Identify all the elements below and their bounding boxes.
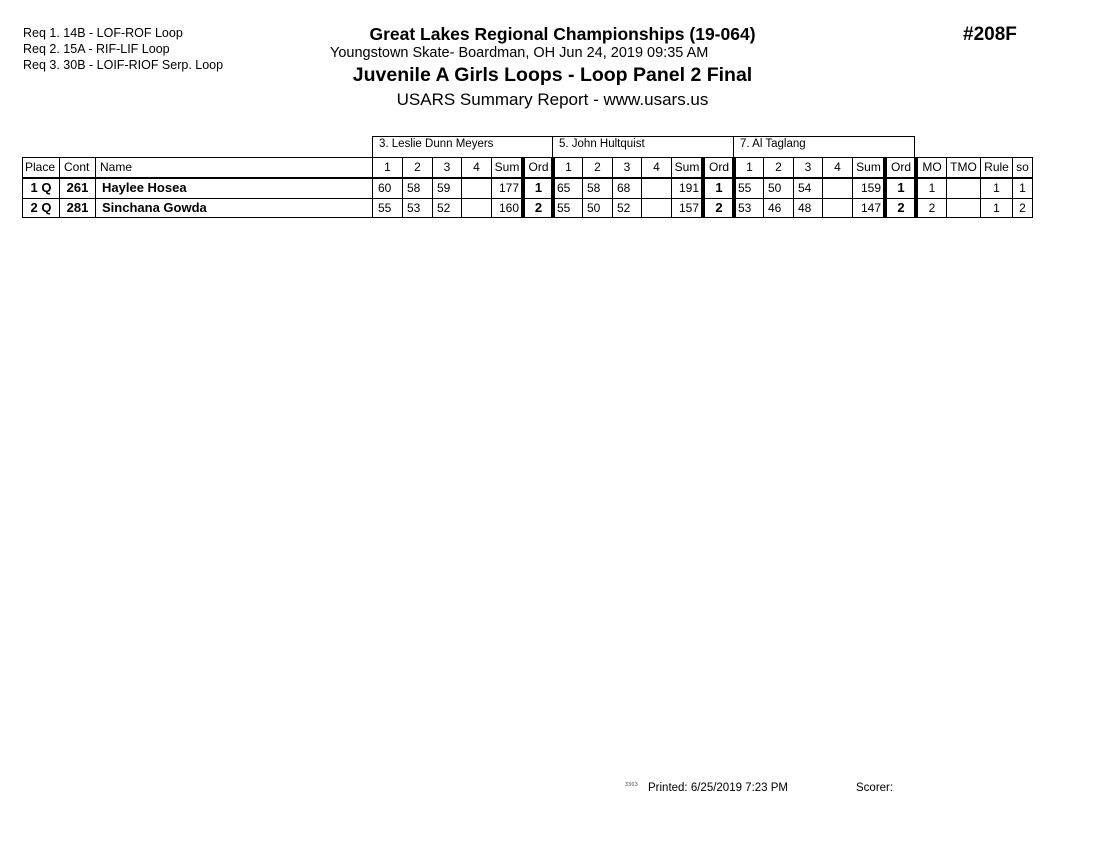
j2-ord-cell: 2 xyxy=(701,198,733,218)
j1-header-ord: Ord xyxy=(521,157,552,177)
requirement-2: Req 2. 15A - RIF-LIF Loop xyxy=(23,42,170,56)
j3-s4-cell xyxy=(822,178,852,198)
event-number: #208F xyxy=(963,24,1017,45)
j1-sum-cell: 177 xyxy=(491,178,522,198)
rule-cell: 1 xyxy=(980,178,1012,198)
tmo-cell xyxy=(946,178,980,198)
judge-header-2: 5. John Hultquist xyxy=(552,136,733,157)
report-subtitle: USARS Summary Report - www.usars.us xyxy=(396,90,709,109)
j2-header-s4: 4 xyxy=(641,157,671,177)
scorer-label: Scorer: xyxy=(856,782,894,794)
j1-s4-cell xyxy=(461,178,491,198)
j1-s3-cell: 59 xyxy=(432,178,461,198)
requirement-1: Req 1. 14B - LOF-ROF Loop xyxy=(23,26,183,40)
j3-header-s4: 4 xyxy=(822,157,852,177)
j1-ord-cell: 2 xyxy=(521,198,552,218)
j3-header-ord: Ord xyxy=(883,157,915,177)
j3-s4-cell xyxy=(822,198,852,218)
j1-s2-cell: 58 xyxy=(402,178,432,198)
mo-cell: 2 xyxy=(914,198,946,218)
event-title: Juvenile A Girls Loops - Loop Panel 2 Final xyxy=(352,64,753,86)
j2-sum-cell: 191 xyxy=(671,178,702,198)
j3-s3-cell: 54 xyxy=(793,178,822,198)
judge-header-1: 3. Leslie Dunn Meyers xyxy=(372,136,552,157)
j3-sum-cell: 147 xyxy=(852,198,884,218)
header-name: Name xyxy=(95,157,372,177)
location-date: Youngstown Skate- Boardman, OH Jun 24, 2019 09:35 AM xyxy=(330,45,709,61)
j1-s3-cell: 52 xyxy=(432,198,461,218)
j2-header-s2: 2 xyxy=(582,157,612,177)
j3-s1-cell: 55 xyxy=(732,178,763,198)
j2-s4-cell xyxy=(641,178,671,198)
j1-header-s1: 1 xyxy=(372,157,402,177)
j2-s2-cell: 58 xyxy=(582,178,612,198)
j3-s2-cell: 50 xyxy=(763,178,793,198)
j2-s2-cell: 50 xyxy=(582,198,612,218)
header-tmo: TMO xyxy=(946,157,980,177)
j3-s2-cell: 46 xyxy=(763,198,793,218)
j2-s1-cell: 55 xyxy=(551,198,582,218)
j1-ord-cell: 1 xyxy=(521,178,552,198)
header-cont: Cont xyxy=(59,157,95,177)
so-cell: 2 xyxy=(1012,198,1033,218)
j3-ord-cell: 1 xyxy=(883,178,915,198)
j1-header-s4: 4 xyxy=(461,157,491,177)
header-so: so xyxy=(1012,157,1033,177)
printed-timestamp: Printed: 6/25/2019 7:23 PM xyxy=(648,782,789,794)
j2-header-s1: 1 xyxy=(551,157,582,177)
j2-ord-cell: 1 xyxy=(701,178,733,198)
competition-title: Great Lakes Regional Championships (19-064) xyxy=(369,24,756,44)
j1-s2-cell: 53 xyxy=(402,198,432,218)
j2-header-s3: 3 xyxy=(612,157,641,177)
place-cell: 2 Q xyxy=(22,198,59,218)
header-place: Place xyxy=(22,157,59,177)
header-mo: MO xyxy=(914,157,946,177)
j2-header-sum: Sum xyxy=(671,157,702,177)
j3-s3-cell: 48 xyxy=(793,198,822,218)
judge-header-3: 7. Al Taglang xyxy=(733,136,915,157)
j3-ord-cell: 2 xyxy=(883,198,915,218)
j1-s1-cell: 60 xyxy=(372,178,402,198)
j3-header-s3: 3 xyxy=(793,157,822,177)
name-cell: Sinchana Gowda xyxy=(95,198,372,218)
j2-s1-cell: 65 xyxy=(551,178,582,198)
so-cell: 1 xyxy=(1012,178,1033,198)
footer-code: 3303 xyxy=(625,782,639,788)
j2-s4-cell xyxy=(641,198,671,218)
mo-cell: 1 xyxy=(914,178,946,198)
cont-cell: 281 xyxy=(59,198,95,218)
rule-cell: 1 xyxy=(980,198,1012,218)
place-cell: 1 Q xyxy=(22,178,59,198)
j1-s4-cell xyxy=(461,198,491,218)
requirement-3: Req 3. 30B - LOIF-RIOF Serp. Loop xyxy=(23,58,224,72)
j3-sum-cell: 159 xyxy=(852,178,884,198)
cont-cell: 261 xyxy=(59,178,95,198)
j1-sum-cell: 160 xyxy=(491,198,522,218)
j3-header-sum: Sum xyxy=(852,157,884,177)
j1-s1-cell: 55 xyxy=(372,198,402,218)
header-rule: Rule xyxy=(980,157,1012,177)
j2-s3-cell: 52 xyxy=(612,198,641,218)
j2-sum-cell: 157 xyxy=(671,198,702,218)
j2-header-ord: Ord xyxy=(701,157,733,177)
j1-header-s3: 3 xyxy=(432,157,461,177)
tmo-cell xyxy=(946,198,980,218)
j1-header-s2: 2 xyxy=(402,157,432,177)
j3-header-s2: 2 xyxy=(763,157,793,177)
j3-s1-cell: 53 xyxy=(732,198,763,218)
j2-s3-cell: 68 xyxy=(612,178,641,198)
name-cell: Haylee Hosea xyxy=(95,178,372,198)
j1-header-sum: Sum xyxy=(491,157,522,177)
j3-header-s1: 1 xyxy=(732,157,763,177)
